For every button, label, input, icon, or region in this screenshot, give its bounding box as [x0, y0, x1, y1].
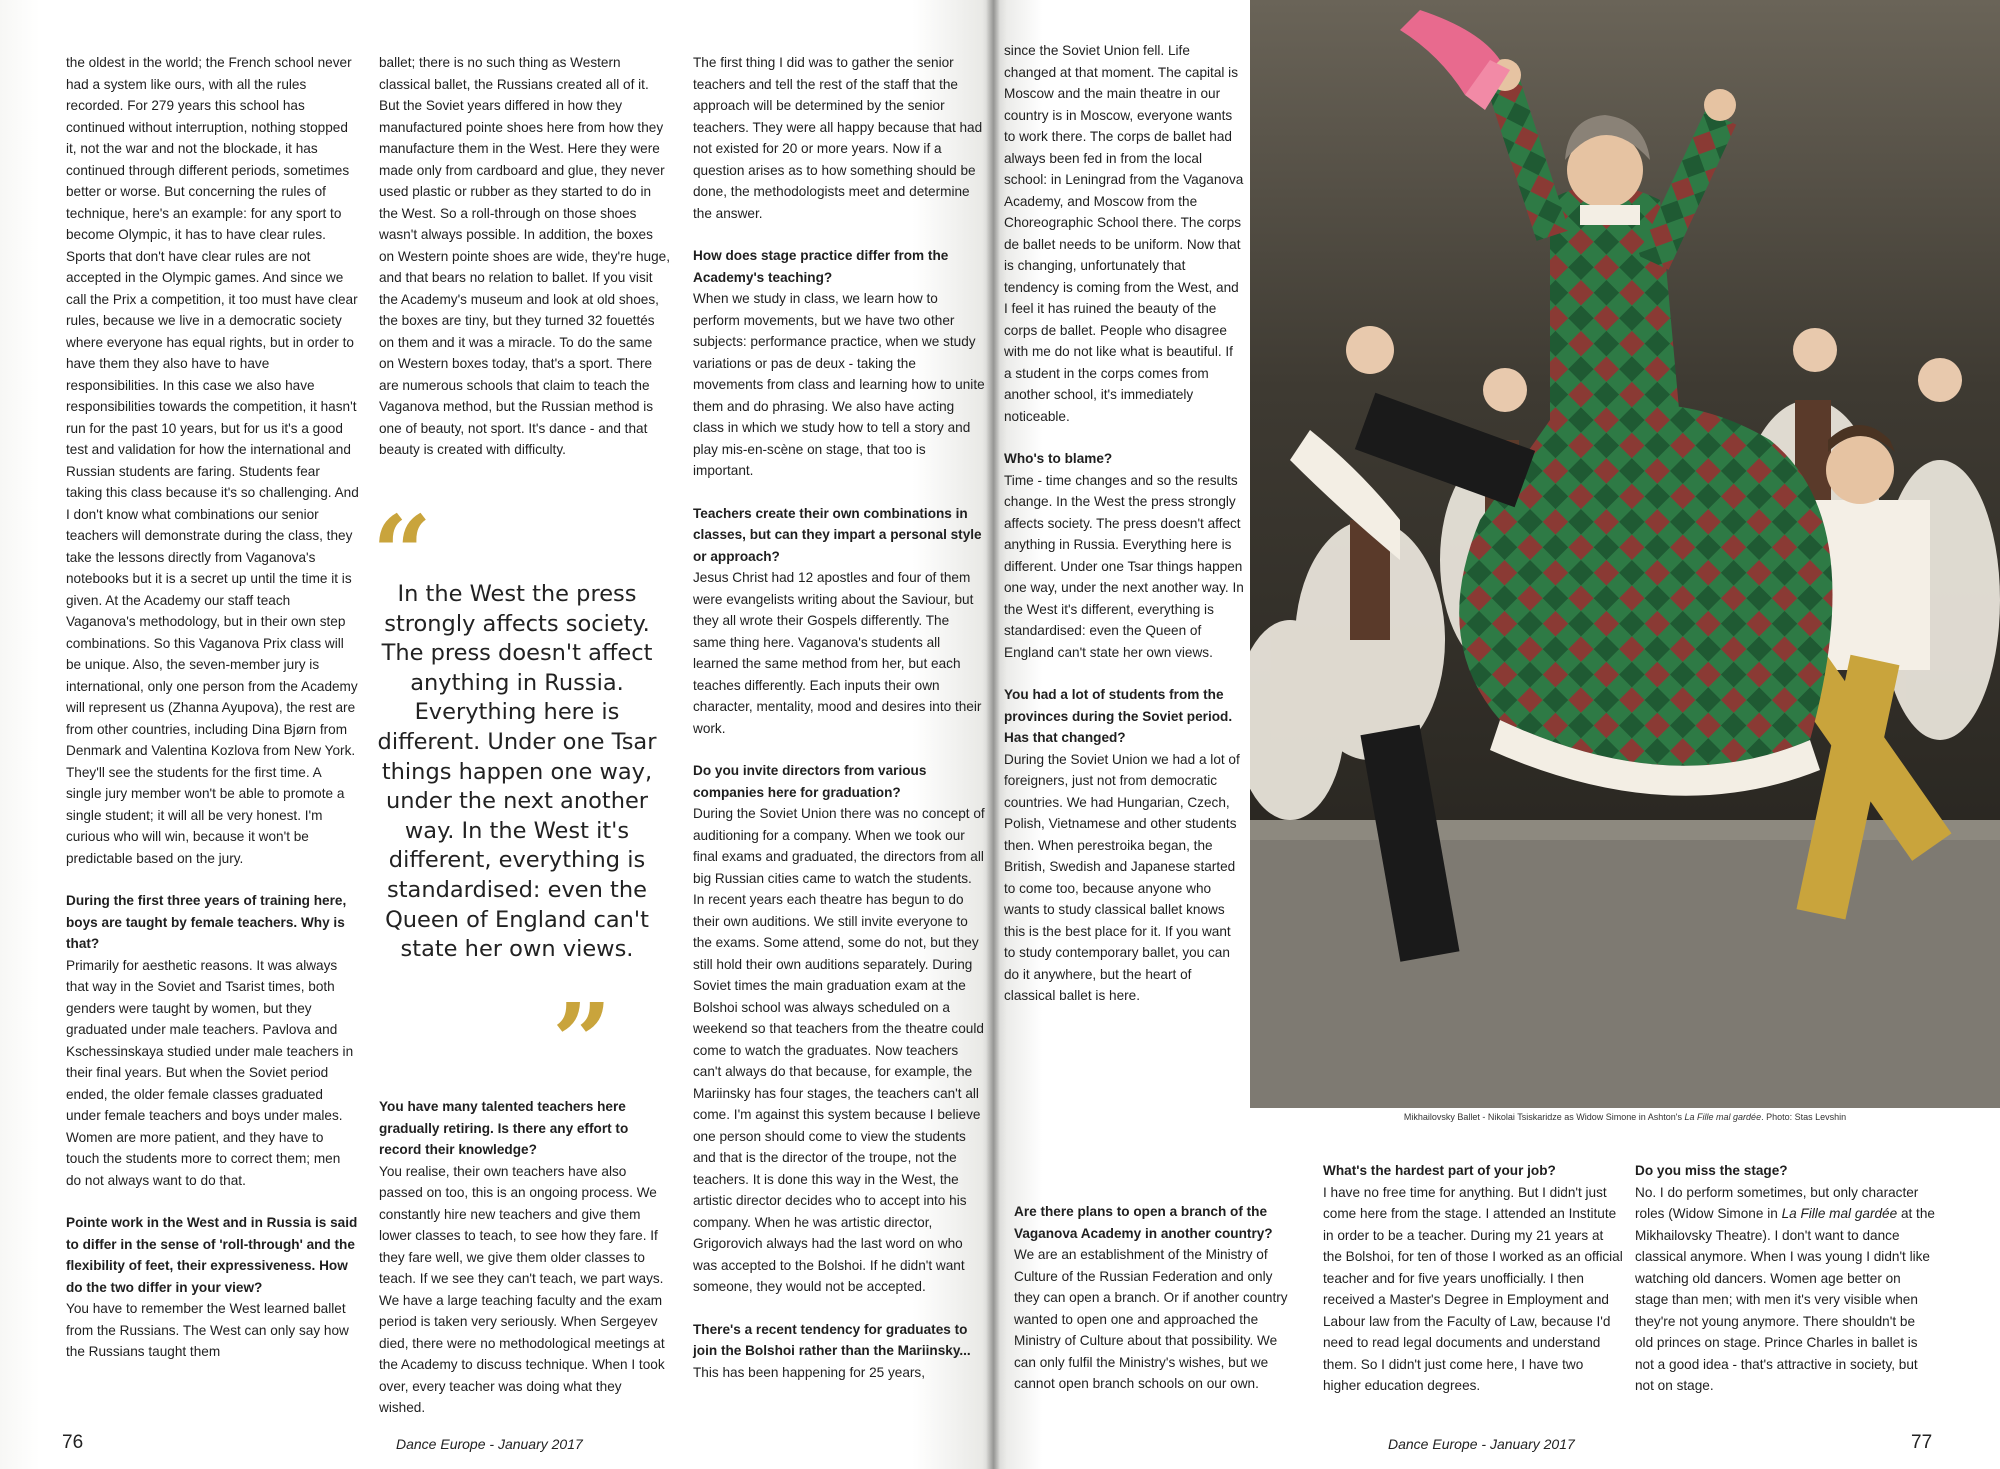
interview-answer: When we study in class, we learn how to perform movements, but we have two other subjects: performance practice, when we study variations or pas de deux - taking the movements from class and learning how to unite them and do phrasing. We also have acting class in which we study how to tell a story and play mis-en-scène on stage, that too is important.: [693, 291, 985, 478]
pull-quote-text: In the West the press strongly affects society. The press doesn't affect anything in Russia. Everything here is different. Under one Tsar things happen one way, under the next another way. In the West it's different, everything is standardised: even the Queen of England can't state her own views.: [377, 581, 657, 963]
interview-answer: During the Soviet Union we had a lot of foreigners, just not from democratic countries. We had Hungarian, Czech, Polish, Vietnamese and other students then. When perestroika began, the British, Swedish and Japanese started to come too, because anyone who wants to study classical ballet knows this is the best place for it. If you want to study contemporary ballet, you can do it anywhere, but the heart of classical ballet is here.: [1004, 751, 1240, 1003]
interview-question: What's the hardest part of your job?: [1323, 1163, 1556, 1178]
interview-answer: You have to remember the West learned ballet from the Russians. The West can only say how the Russians taught them: [66, 1301, 349, 1359]
interview-answer: Primarily for aesthetic reasons. It was always that way in the Soviet and Tsarist times, both genders were taught by women, but they graduated under male teachers. Pavlova and Kschessinskaya studied under male teachers in their final years. But when the Soviet period ended, the older female classes graduated under female teachers and boys under males. Women are more patient, and they have to touch the students more to correct them; men do not always want to do that.: [66, 957, 354, 1188]
body-paragraph: The first thing I did was to gather the senior teachers and tell the rest of the staff that the approach will be determined by the senior teachers. They were all happy because that had not existed for 20 or more years. Now if a question arises as to how something should be done, the methodologists meet and determine the answer.: [693, 55, 983, 221]
interview-answer: [1635, 1182, 1935, 1397]
answer-text: at the Mikhailovsky Theatre). I don't want to dance classical anymore. When I was young I didn't like watching old dancers. Women age better on stage than men; with men it's very visible when they're not young anymore. There shouldn't be old princes on stage. Prince Charles in ballet is not a good idea - that's attractive in society, but not on stage.: [1635, 1206, 1935, 1393]
article-column-2: [379, 52, 671, 461]
photo-caption: [1250, 1112, 2000, 1122]
interview-answer: Jesus Christ had 12 apostles and four of them were evangelists writing about the Saviour, but they all wrote their Gospels differently. The same thing here. Vaganova's students all learned the same method from her, but each teaches differently. Each inputs their own character, mentality, mood and desires into their work.: [693, 570, 982, 736]
interview-question: During the first three years of training here, boys are taught by female teachers. Why is that?: [66, 893, 347, 951]
caption-title: La Fille mal gardée: [1684, 1112, 1762, 1122]
close-quote-mark: ”: [552, 980, 612, 1103]
interview-answer: During the Soviet Union there was no concept of auditioning for a company. When we took our final exams and graduated, the directors from all big Russian cities came to watch the students. In recent years each theatre has begun to do their own auditions. We still invite everyone to the exams. Some attend, some do not, but they still hold their own auditions separately. During Soviet times the main graduation exam at the Bolshoi school was always scheduled on a weekend so that teachers from the theatre could come to watch the graduates. Now teachers can't always do that because, for example, the Mariinsky has four stages, the teachers can't all come. I'm against this system because I believe one person should come to view the students and that is the director of the troupe, not the teachers. It is done this way in the West, the artistic director decides who to accept into his company. When he was artistic director, Grigorovich always had the last word on who was accepted to the Bolshoi. If he didn't want someone, they would not be accepted.: [693, 806, 985, 1294]
caption-suffix: . Photo: Stas Levshin: [1761, 1112, 1847, 1122]
left-page-number: 76: [62, 1432, 84, 1453]
article-column-5: [1323, 1160, 1623, 1397]
right-page-number: 77: [1911, 1432, 1933, 1453]
interview-answer: This has been happening for 25 years,: [693, 1364, 926, 1380]
article-column-2-lower: [379, 1096, 671, 1419]
interview-question: Pointe work in the West and in Russia is said to differ in the sense of 'roll-through' and the flexibility of feet, their expressiveness. How do the two differ in your view?: [66, 1215, 358, 1295]
ballet-title: La Fille mal gardée: [1781, 1206, 1898, 1221]
article-column-1: [66, 52, 359, 1363]
ballet-photo: [1250, 0, 2000, 1108]
interview-question: Who's to blame?: [1004, 451, 1113, 466]
interview-question: Are there plans to open a branch of the Vaganova Academy in another country?: [1014, 1204, 1273, 1241]
interview-question: How does stage practice differ from the Academy's teaching?: [693, 248, 949, 285]
article-column-6: [1635, 1160, 1935, 1397]
page-gutter: [986, 0, 1000, 1469]
interview-answer: We are an establishment of the Ministry of Culture of the Russian Federation and only they can open a branch. Or if another country wanted to open one and approached the Ministry of Culture about that possibility. We can only fulfil the Ministry's wishes, but we cannot open branch schools on our own.: [1014, 1247, 1288, 1391]
article-column-4: [1004, 40, 1244, 1007]
body-paragraph: since the Soviet Union fell. Life changed at that moment. The capital is Moscow and the main theatre in our country is in Moscow, everyone wants to work there. The corps de ballet had always been fed in from the local school: in Leningrad from the Vaganova Academy, and Moscow from the Choreographic School there. The corps de ballet needs to be uniform. Now that is changing, unfortunately that tendency is coming from the West, and I feel it has ruined the beauty of the corps de ballet. People who disagree with me do not like what is beautiful. If a student in the corps comes from another school, it's immediately noticeable.: [1004, 43, 1244, 424]
interview-question: There's a recent tendency for graduates to join the Bolshoi rather than the Mariinsky...: [693, 1321, 971, 1358]
answer-text: No. I do perform sometimes, but only character roles (Widow Simone in: [1635, 1184, 1919, 1221]
interview-question: Do you miss the stage?: [1635, 1163, 1788, 1178]
article-column-4-lower: [1014, 1201, 1288, 1395]
interview-answer: Time - time changes and so the results change. In the West the press strongly affects society. The press doesn't affect anything in Russia. Everything here is different. Under one Tsar things happen one way, under the next another way. In the West it's different, everything is standardised: even the Queen of England can't state her own views.: [1004, 472, 1244, 660]
right-publication-name: Dance Europe - January 2017: [1388, 1436, 1575, 1452]
ballet-photo-illustration: [1250, 0, 2000, 1108]
body-paragraph: the oldest in the world; the French school never had a system like ours, with all the rules recorded. For 279 years this school has continued without interruption, nothing stopped it, not the war and not the blockade, it has continued through different periods, sometimes better or worse. But concerning the rules of technique, here's an example: for any sport to become Olympic, it has to have clear rules. Sports that don't have clear rules are not accepted in the Olympic games. And since we call the Prix a competition, it too must have clear rules, because we live in a democratic society where everyone has equal rights, but in order to have them they also have to have responsibilities. In this case we also have responsibilities towards the competition, it hasn't run for the past 10 years, but for us it's a good test and validation for how the international and Russian students are faring. Students fear taking this class because it's so challenging. And I don't know what combinations our senior teachers will demonstrate during the class, they take the lessons directly from Vaganova's notebooks but it is a secret up until the time it is given. At the Academy our staff teach Vaganova's methodology, but in their own step combinations. So this Vaganova Prix class will be unique. Also, the seven-member jury is international, only one person from the Academy will represent us (Zhanna Ayupova), the rest are from other countries, including Dina Bjørn from Denmark and Valentina Kozlova from New York. They'll see the students for the first time. A single jury member won't be able to promote a single student; it will all be very honest. I'm curious who will win, because it won't be predictable based on the jury.: [66, 55, 359, 866]
interview-question: Teachers create their own combinations in classes, but can they impart a personal style or approach?: [693, 505, 982, 564]
interview-question: You had a lot of students from the provinces during the Soviet period. Has that changed?: [1004, 687, 1233, 745]
interview-question: Do you invite directors from various companies here for graduation?: [693, 763, 927, 800]
open-quote-mark: “: [372, 492, 432, 615]
left-publication-name: Dance Europe - January 2017: [396, 1436, 583, 1452]
interview-answer: You realise, their own teachers have also passed on too, this is an ongoing process. We constantly hire new teachers and give them lower classes to teach, to see how they fare. If they fare well, we give them older classes to teach. If we see they can't teach, we part ways. We have a large teaching faculty and the exam period is taken very seriously. When Sergeyev died, there were no methodological meetings at the Academy to discuss technique. When I took over, every teacher was doing what they wished.: [379, 1163, 665, 1415]
body-paragraph: ballet; there is no such thing as Western classical ballet, the Russians created all of it. But the Soviet years differed in how they manufactured pointe shoes here from how they manufacture them in the West. Here they were made only from cardboard and glue, they never used plastic or rubber as they started to do in the West. So a roll-through on those shoes wasn't always possible. In addition, the boxes on Western pointe shoes are wide, they're huge, and that bears no relation to ballet. If you visit the Academy's museum and look at old shoes, the boxes are tiny, but they turned 32 fouettés on them and it was a miracle. To do the same on Western boxes today, that's a sport. There are numerous schools that claim to teach the Vaganova method, but the Russian method is one of beauty, not sport. It's dance - and that beauty is created with difficulty.: [379, 55, 671, 457]
interview-answer: I have no free time for anything. But I didn't just come here from the stage. I attended an Institute in order to be a teacher. During my 21 years at the Bolshoi, for ten of those I worked as an official teacher and for five years unofficially. I then received a Master's Degree in Employment and Labour law from the Faculty of Law, because I'd need to read legal documents and understand them. So I didn't just come here, I have two higher education degrees.: [1323, 1184, 1623, 1393]
interview-question: You have many talented teachers here gradually retiring. Is there any effort to record their knowledge?: [379, 1099, 629, 1157]
caption-prefix: Mikhailovsky Ballet - Nikolai Tsiskaridze as Widow Simone in Ashton's: [1403, 1112, 1685, 1122]
article-column-3: [693, 52, 985, 1383]
